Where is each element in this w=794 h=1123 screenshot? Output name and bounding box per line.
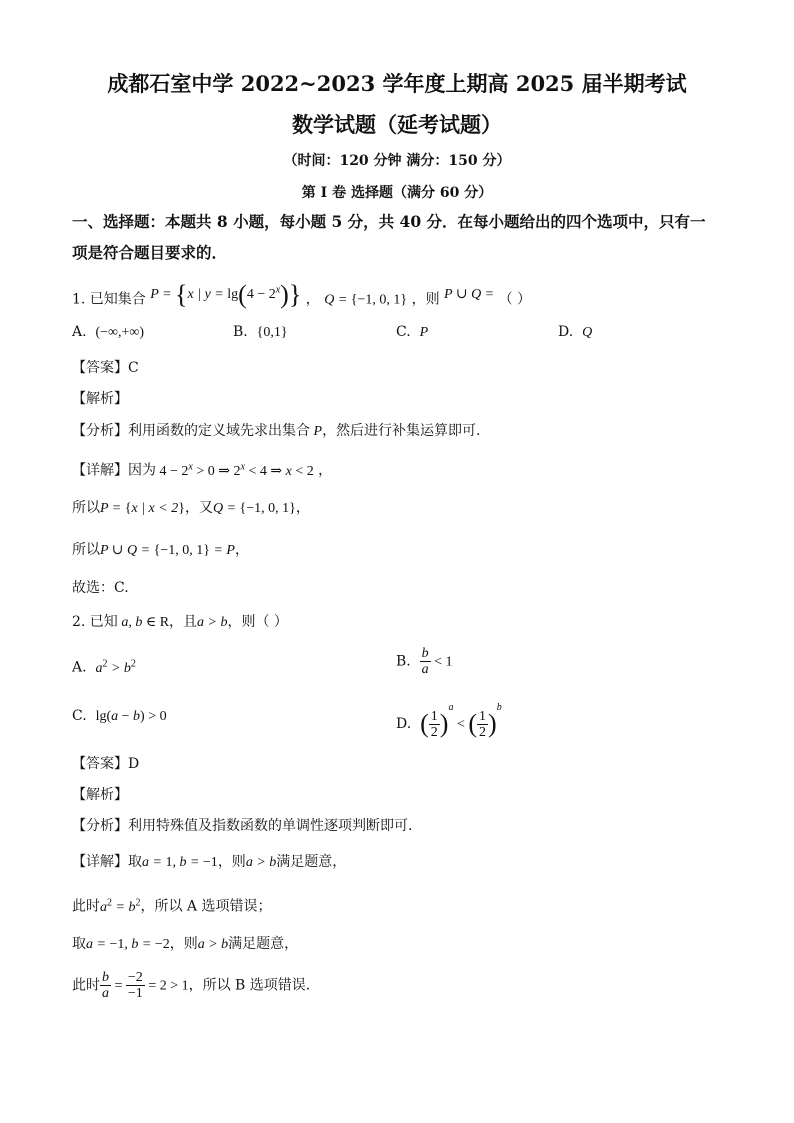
q2-detail4-frac1: $\frac{b}{a}$ (102, 970, 109, 1001)
q2-detail1-end: 满足题意， (276, 854, 347, 870)
q1-option-c-text: P (419, 325, 429, 340)
q2-option-b-frac: $\frac{b}{a}$ (421, 646, 429, 677)
q2-detail3-math: a = −1, b = −2 (86, 937, 170, 952)
q2-detail-1 (72, 852, 346, 873)
q1-option-b-text: {0,1} (256, 325, 288, 340)
q1-line-p-mid: ，又 (184, 500, 213, 516)
q2-option-d-frac2: $\frac{1}{2}$ (479, 708, 487, 740)
q2-detail4-frac2: $\frac{-2}{-1}$ (127, 970, 143, 1001)
q2-option-c-math: lg(a − b) > 0 (95, 709, 167, 724)
detail-tag: 【详解】 (72, 854, 128, 870)
fenxi-tag: 【分析】 (72, 423, 128, 439)
q2-stem-mid: ，且 (169, 614, 198, 630)
q2-detail1-cond: a > b (245, 855, 277, 870)
q2-detail4-prefix: 此时 (72, 977, 100, 994)
q1-union-expr: P ∪ Q = (444, 286, 495, 302)
q1-option-a (72, 322, 144, 343)
q1-option-d-text: Q (582, 325, 593, 340)
q1-option-b (233, 322, 288, 343)
q1-stem-mid: ， (305, 291, 320, 308)
q2-option-a-label: A. (72, 659, 87, 676)
q2-vars: a, b ∈ R (117, 615, 170, 630)
q1-option-d (558, 322, 592, 343)
q1-option-c-label: C. (396, 324, 411, 340)
answer-tag: 【答案】 (72, 756, 128, 772)
q2-detail1-prefix: 取 (128, 854, 142, 870)
q2-detail3-prefix: 取 (72, 936, 86, 952)
q2-stem-end: ，则（ ） (227, 614, 288, 630)
q2-option-c (72, 706, 167, 727)
q1-fenxi: 【分析】利用函数的定义域先求出集合 P，然后进行补集运算即可. (72, 423, 481, 439)
q2-option-a-math: $a^2 > b^2$ (95, 658, 136, 676)
q2-analysis-tag: 【解析】 (72, 787, 128, 803)
q1-analysis-tag: 【解析】 (72, 391, 128, 407)
q1-line-p (72, 498, 310, 519)
q1-line-p-prefix: 所以 (72, 500, 100, 516)
section-instruction-line2: 项是符合题目要求的． (72, 243, 228, 262)
q1-option-a-text: (−∞,+∞) (95, 325, 145, 340)
q1-detail-math: $4 - 2^x > 0$ ⇒ $2^x < 4$ ⇒ x < 2 (156, 461, 314, 479)
q2-option-d: D. ( $\frac{1}{2}$ )$^a$ < ( $\frac{1}{2}$ )$^b$ (396, 702, 502, 740)
q1-option-c (396, 322, 428, 343)
q2-option-d-label: D. (396, 716, 412, 732)
q2-detail-2 (72, 893, 271, 918)
q1-line-union-prefix: 所以 (72, 542, 100, 558)
q1-option-a-label: A. (72, 324, 87, 340)
q2-detail-4: 此时 $\frac{b}{a}$ = $\frac{-2}{-1}$ = 2 > 1，所以 B 选项错误. (72, 970, 311, 1001)
q2-answer (72, 754, 139, 774)
q2-detail4-end: ，所以 B 选项错误. (188, 977, 311, 994)
q1-option-d-label: D. (558, 324, 574, 340)
q1-line-union-math: P ∪ Q = {−1, 0, 1} = P (100, 543, 235, 558)
q2-detail3-end: 满足题意， (228, 936, 299, 952)
q2-detail3-mid: ，则 (169, 936, 198, 952)
q2-option-a (72, 654, 136, 679)
q1-line-union-end: ， (234, 542, 249, 558)
part-title: 第 I 卷 选择题（满分 60 分） (301, 185, 493, 201)
q2-detail1-mid: ，则 (217, 854, 246, 870)
q1-paren: （ ） (498, 291, 532, 308)
q1-set-q: Q = {−1, 0, 1} (324, 292, 408, 308)
q1-detail: 【详解】因为 $4 - 2^x > 0$ ⇒ $2^x < 4$ ⇒ x < 2 ， (72, 461, 333, 479)
q2-detail-3 (72, 934, 298, 955)
q2-fenxi-text: 利用特殊值及指数函数的单调性逐项判断即可. (128, 818, 413, 834)
q2-option-d-frac1: $\frac{1}{2}$ (430, 708, 438, 740)
q1-answer-value: C (128, 360, 139, 376)
exam-title: 成都石室中学 2022~2023 学年度上期高 2025 届半期考试 (107, 71, 687, 96)
q1-fenxi-text-b: ，然后进行补集运算即可. (322, 423, 481, 439)
q2-stem (72, 612, 288, 633)
q2-prefix: 2. 已知 (72, 614, 118, 630)
answer-tag: 【答案】 (72, 360, 128, 376)
q1-option-b-label: B. (233, 324, 248, 340)
fenxi-tag: 【分析】 (72, 818, 128, 834)
q2-option-b-label: B. (396, 653, 411, 670)
q1-line-union (72, 540, 249, 561)
exam-subtitle: 数学试题（延考试题） (292, 112, 502, 137)
q2-detail2-end: ，所以 A 选项错误； (140, 898, 272, 915)
q1-fenxi-text-a: 利用函数的定义域先求出集合 (128, 423, 310, 439)
q2-cond: a > b (197, 615, 228, 630)
q1-line-p-math: P = {x | x < 2} (100, 501, 185, 516)
q1-stem (72, 279, 532, 311)
q2-option-b: B. $\frac{b}{a}$ < 1 (396, 646, 453, 677)
q1-answer (72, 358, 139, 378)
q2-option-c-label: C. (72, 708, 87, 724)
q2-detail2-math: $a^2 = b^2$ (100, 897, 141, 915)
q1-line-p-end: ， (295, 500, 310, 516)
q1-line-q-math: Q = {−1, 0, 1} (212, 501, 296, 516)
detail-tag: 【详解】 (72, 462, 128, 479)
q1-stem-end: ，则 (411, 291, 440, 308)
q1-prefix: 1. 已知集合 (72, 291, 146, 308)
q1-set-p: P = {x | $y = \lg(4 - 2^x)$} (150, 279, 302, 309)
q2-fenxi (72, 816, 412, 836)
q2-detail1-math: a = 1, b = −1 (142, 855, 218, 870)
q1-conclusion: 故选：C. (72, 580, 129, 596)
q2-answer-value: D (128, 756, 140, 772)
exam-info: （时间：120 分钟 满分：150 分） (283, 153, 511, 169)
section-instruction-line1: 一、选择题：本题共 8 小题，每小题 5 分，共 40 分．在每小题给出的四个选项中，只有一 (72, 212, 706, 231)
q2-detail3-cond: a > b (197, 937, 229, 952)
q1-detail-prefix: 因为 (128, 462, 156, 479)
q2-detail2-prefix: 此时 (72, 898, 100, 915)
